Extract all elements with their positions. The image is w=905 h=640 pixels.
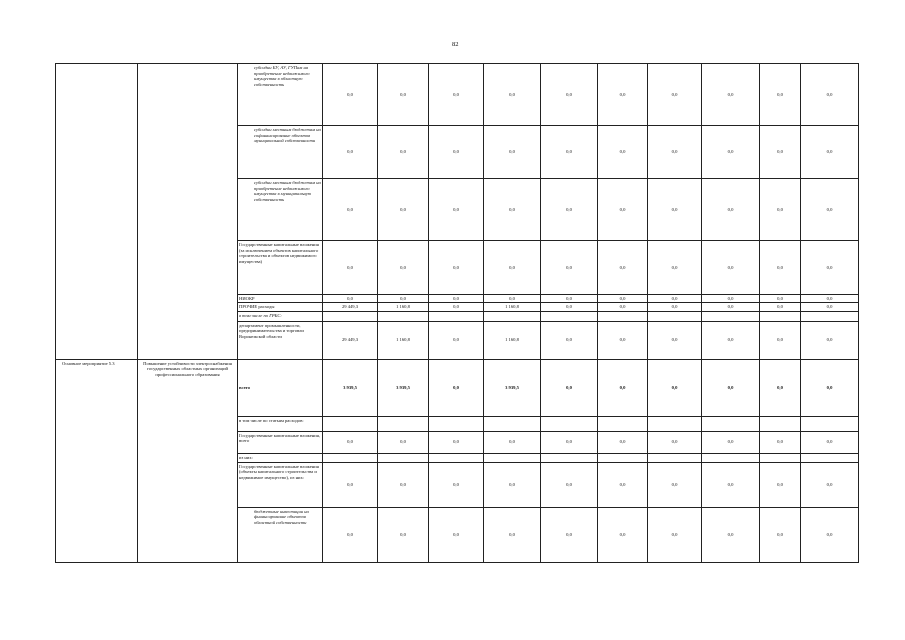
value-cell: 1 160,8 (378, 302, 429, 311)
value-cell: 0,0 (541, 462, 598, 507)
value-cell: 0,0 (484, 64, 541, 126)
row-label: из них: (238, 453, 323, 462)
value-cell: 0,0 (760, 462, 801, 507)
value-cell: 0,0 (484, 241, 541, 295)
table-body (56, 64, 859, 563)
value-cell: 0,0 (378, 462, 429, 507)
value-cell: 0,0 (541, 126, 598, 179)
value-cell: 0,0 (760, 302, 801, 311)
value-cell: 0,0 (541, 302, 598, 311)
value-cell (378, 311, 429, 321)
value-cell: 0,0 (541, 295, 598, 303)
value-cell: 0,0 (801, 507, 859, 562)
value-cell: 3 939,5 (378, 359, 429, 416)
value-cell: 1 160,8 (378, 321, 429, 359)
value-cell: 0,0 (541, 507, 598, 562)
value-cell (648, 416, 702, 431)
value-cell: 0,0 (429, 302, 484, 311)
value-cell: 0,0 (801, 359, 859, 416)
value-cell: 0,0 (323, 507, 378, 562)
row-label: субсидии местным бюджетам на приобретение недвижимого имущества в муниципальную собственность (238, 179, 323, 241)
value-cell: 0,0 (378, 295, 429, 303)
value-cell (702, 311, 760, 321)
value-cell (429, 453, 484, 462)
value-cell: 0,0 (378, 241, 429, 295)
section-label-cell: Основное мероприятие 5.3 (56, 359, 138, 562)
value-cell: 0,0 (378, 126, 429, 179)
value-cell (484, 453, 541, 462)
row-label: Государственные капитальные вложения (объекты капитального строительства и недвижимое имущество), из них: (238, 462, 323, 507)
value-cell: 0,0 (702, 431, 760, 453)
value-cell: 0,0 (541, 321, 598, 359)
value-cell: 0,0 (484, 295, 541, 303)
value-cell: 0,0 (801, 302, 859, 311)
value-cell: 0,0 (760, 126, 801, 179)
value-cell: 0,0 (648, 462, 702, 507)
table-row (56, 64, 859, 126)
value-cell: 0,0 (429, 359, 484, 416)
value-cell (541, 416, 598, 431)
value-cell: 0,0 (323, 179, 378, 241)
value-cell (429, 311, 484, 321)
value-cell: 0,0 (648, 431, 702, 453)
value-cell: 0,0 (648, 321, 702, 359)
value-cell: 0,0 (702, 302, 760, 311)
value-cell: 0,0 (702, 241, 760, 295)
value-cell: 0,0 (429, 126, 484, 179)
activity-title-cell (138, 64, 238, 360)
value-cell: 0,0 (429, 321, 484, 359)
value-cell: 1 160,8 (484, 302, 541, 311)
value-cell: 0,0 (702, 462, 760, 507)
value-cell: 0,0 (541, 359, 598, 416)
row-label: субсидии местным бюджетам на софинансирование объектов муниципальной собственности (238, 126, 323, 179)
value-cell (801, 311, 859, 321)
value-cell (323, 416, 378, 431)
value-cell: 0,0 (598, 179, 648, 241)
value-cell (541, 453, 598, 462)
value-cell: 0,0 (484, 507, 541, 562)
value-cell: 0,0 (429, 295, 484, 303)
value-cell: 0,0 (598, 241, 648, 295)
value-cell: 0,0 (648, 359, 702, 416)
row-label: НИОКР (238, 295, 323, 303)
value-cell: 0,0 (484, 179, 541, 241)
value-cell: 0,0 (378, 64, 429, 126)
value-cell: 0,0 (648, 295, 702, 303)
value-cell: 0,0 (801, 179, 859, 241)
value-cell (760, 311, 801, 321)
value-cell (323, 453, 378, 462)
value-cell: 0,0 (801, 241, 859, 295)
value-cell: 29 449,3 (323, 321, 378, 359)
value-cell: 0,0 (801, 462, 859, 507)
value-cell (801, 453, 859, 462)
row-label: бюджетные инвестиции на финансирование объектов областной собственности (238, 507, 323, 562)
budget-table-wrapper (55, 63, 859, 563)
value-cell: 0,0 (429, 179, 484, 241)
value-cell: 0,0 (541, 241, 598, 295)
value-cell (801, 416, 859, 431)
value-cell: 0,0 (760, 321, 801, 359)
row-label: Государственные капитальные вложения, всего (238, 431, 323, 453)
value-cell: 0,0 (541, 431, 598, 453)
value-cell: 0,0 (323, 295, 378, 303)
value-cell: 0,0 (598, 507, 648, 562)
value-cell (702, 453, 760, 462)
value-cell: 0,0 (801, 321, 859, 359)
value-cell: 0,0 (760, 431, 801, 453)
value-cell: 0,0 (760, 241, 801, 295)
row-label: в том числе по ГРБС: (238, 311, 323, 321)
value-cell: 0,0 (702, 507, 760, 562)
value-cell (429, 416, 484, 431)
value-cell: 0,0 (648, 507, 702, 562)
value-cell: 1 160,8 (484, 321, 541, 359)
value-cell: 0,0 (429, 431, 484, 453)
row-label: в том числе по статьям расходов: (238, 416, 323, 431)
value-cell: 0,0 (484, 126, 541, 179)
value-cell: 0,0 (702, 295, 760, 303)
value-cell: 3 939,5 (484, 359, 541, 416)
value-cell: 0,0 (323, 241, 378, 295)
section-title-cell: Повышение устойчивости электроснабжения государственных областных организаций профессионального образования (138, 359, 238, 562)
value-cell: 0,0 (541, 64, 598, 126)
value-cell: 0,0 (378, 431, 429, 453)
value-cell: 0,0 (801, 126, 859, 179)
value-cell: 0,0 (598, 462, 648, 507)
budget-table (55, 63, 859, 563)
value-cell (648, 453, 702, 462)
value-cell (378, 416, 429, 431)
value-cell: 0,0 (429, 64, 484, 126)
value-cell: 0,0 (429, 462, 484, 507)
value-cell: 0,0 (378, 507, 429, 562)
value-cell: 0,0 (598, 431, 648, 453)
value-cell: 0,0 (760, 507, 801, 562)
value-cell (484, 311, 541, 321)
value-cell (760, 453, 801, 462)
value-cell: 0,0 (702, 64, 760, 126)
value-cell: 0,0 (702, 321, 760, 359)
value-cell (598, 453, 648, 462)
value-cell: 0,0 (702, 359, 760, 416)
value-cell: 0,0 (702, 126, 760, 179)
value-cell: 0,0 (648, 179, 702, 241)
value-cell: 0,0 (598, 295, 648, 303)
row-label: субсидии БУ, АУ, ГУПам на приобретение недвижимого имущества в областную собственность (238, 64, 323, 126)
value-cell: 0,0 (598, 359, 648, 416)
value-cell: 0,0 (702, 179, 760, 241)
value-cell: 0,0 (648, 302, 702, 311)
value-cell: 0,0 (760, 179, 801, 241)
value-cell: 29 449,3 (323, 302, 378, 311)
row-label: всего (238, 359, 323, 416)
value-cell: 0,0 (323, 462, 378, 507)
value-cell (702, 416, 760, 431)
value-cell (541, 311, 598, 321)
value-cell: 0,0 (323, 126, 378, 179)
value-cell: 0,0 (801, 295, 859, 303)
row-label: ПРОЧИЕ расходы (238, 302, 323, 311)
value-cell: 0,0 (429, 507, 484, 562)
value-cell: 0,0 (429, 241, 484, 295)
value-cell: 0,0 (484, 462, 541, 507)
row-label: Государственные капитальные вложения (за исключением объектов капитального строительства и объектов недвижимого имущества) (238, 241, 323, 295)
value-cell (484, 416, 541, 431)
value-cell: 0,0 (801, 431, 859, 453)
value-cell: 0,0 (378, 179, 429, 241)
value-cell: 3 939,5 (323, 359, 378, 416)
value-cell: 0,0 (760, 359, 801, 416)
value-cell: 0,0 (648, 126, 702, 179)
value-cell: 0,0 (760, 64, 801, 126)
value-cell: 0,0 (598, 321, 648, 359)
value-cell (760, 416, 801, 431)
value-cell: 0,0 (598, 64, 648, 126)
activity-label-cell (56, 64, 138, 360)
value-cell: 0,0 (323, 64, 378, 126)
value-cell (648, 311, 702, 321)
value-cell: 0,0 (484, 431, 541, 453)
page-number: 82 (452, 41, 459, 48)
value-cell (598, 311, 648, 321)
value-cell: 0,0 (323, 431, 378, 453)
value-cell: 0,0 (760, 295, 801, 303)
value-cell: 0,0 (598, 126, 648, 179)
row-label: департамент промышленности, предпринимательства и торговли Воронежской области (238, 321, 323, 359)
value-cell (378, 453, 429, 462)
value-cell: 0,0 (598, 302, 648, 311)
value-cell: 0,0 (801, 64, 859, 126)
value-cell (598, 416, 648, 431)
value-cell: 0,0 (648, 64, 702, 126)
value-cell: 0,0 (541, 179, 598, 241)
value-cell (323, 311, 378, 321)
table-row (56, 359, 859, 416)
value-cell: 0,0 (648, 241, 702, 295)
